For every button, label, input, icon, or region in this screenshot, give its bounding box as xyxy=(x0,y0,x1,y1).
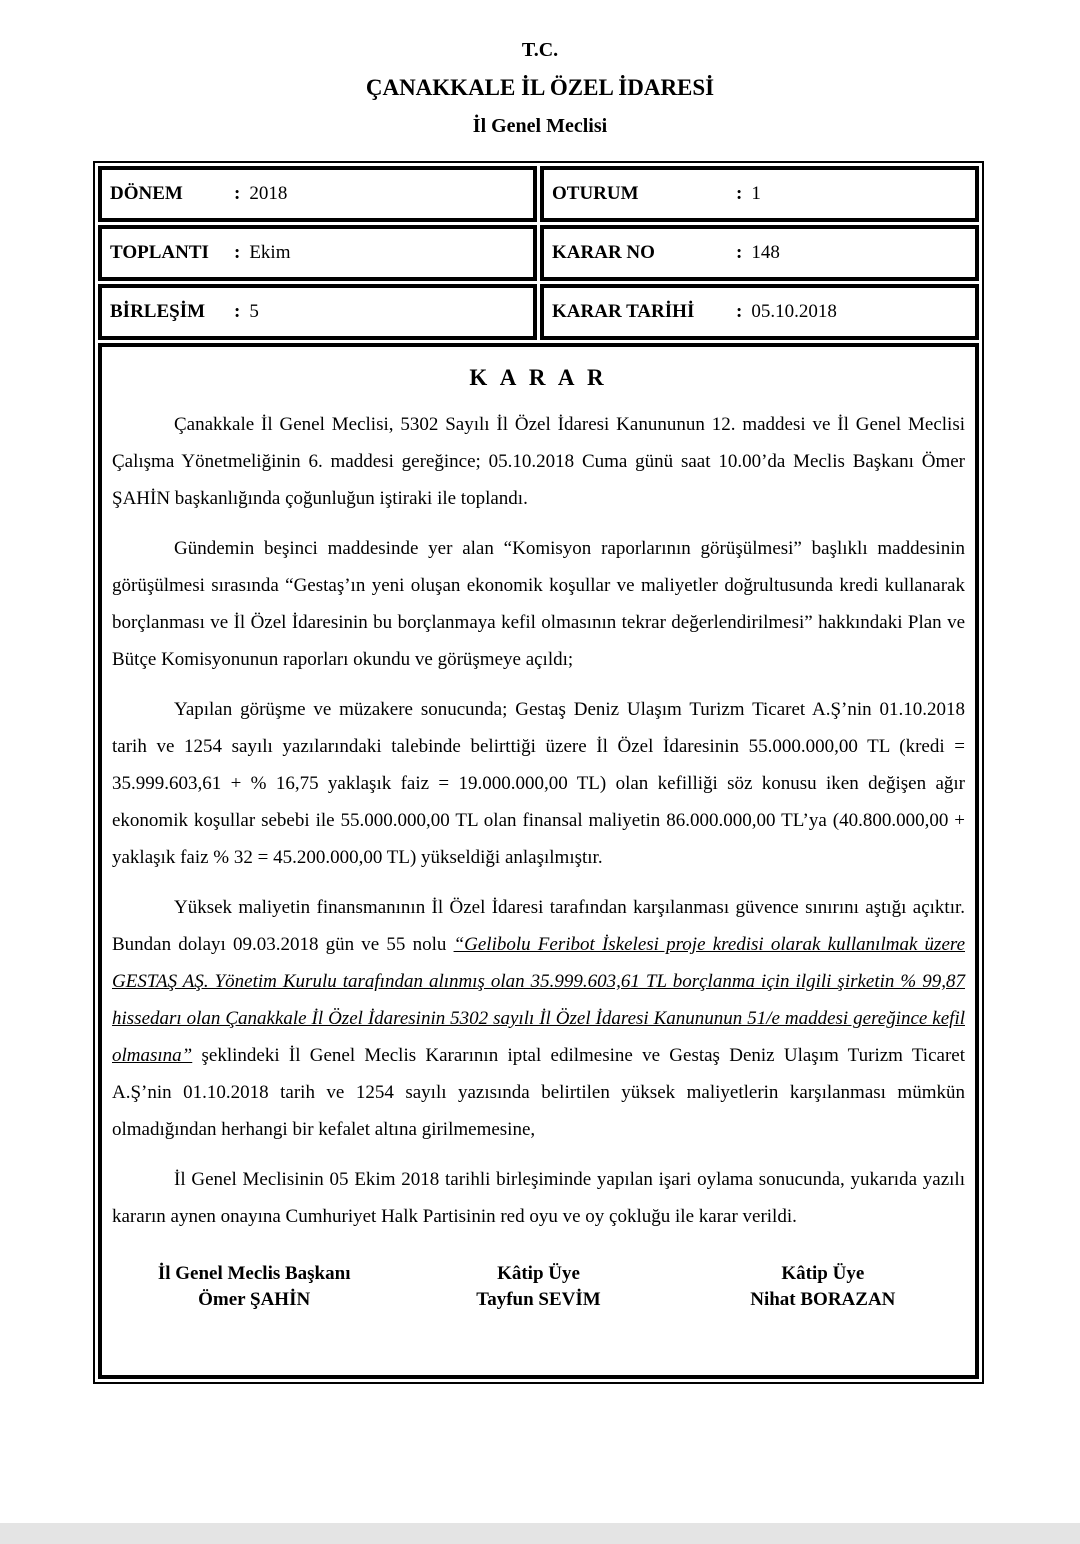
meta-row-1 xyxy=(98,166,979,222)
paragraph-financials: Yapılan görüşme ve müzakere sonucunda; Gestaş Deniz Ulaşım Turizm Ticaret A.Ş’nin 01.10.2018 tarih ve 1254 sayılı yazılarındaki talebinde belirttiği üzere İl Özel İdaresinin 55.000.000,00 TL (kredi = 35.999.603,61 + % 16,75 yaklaşık faiz = 19.000.000,00 TL) olan kefilliği söz konusu iken değişen ağır ekonomik koşullar sebebi ile 55.000.000,00 TL olan finansal maliyetin 86.000.000,00 TL’ya (40.800.000,00 + yaklaşık faiz % 32 = 45.200.000,00 TL) yükseldiği anlaşılmıştır. xyxy=(112,699,965,868)
colon-separator: : xyxy=(736,301,743,322)
meta-cell-toplanti xyxy=(98,225,537,281)
colon-separator: : xyxy=(234,183,241,204)
document-frame xyxy=(93,161,984,1384)
decision-title: K A R A R xyxy=(469,365,608,390)
meta-table xyxy=(95,163,982,1382)
meta-row-3 xyxy=(98,284,979,340)
meta-value-karar-tarihi: 05.10.2018 xyxy=(751,301,837,322)
paragraph-decision-lead: Yüksek maliyetin finansmanının İl Özel İdaresi tarafından karşılanması güvence sınırını aştığı açıktır. Bundan dolayı 09.03.2018 gün ve 55 nolu xyxy=(112,897,965,955)
signature-chairman-name: Ömer ŞAHİN xyxy=(198,1289,311,1310)
signature-clerk-1-name: Tayfun SEVİM xyxy=(476,1289,601,1310)
signature-clerk-2 xyxy=(681,1261,965,1313)
meta-value-oturum: 1 xyxy=(751,183,761,204)
paragraph-decision-tail: şeklindeki İl Genel Meclis Kararının iptal edilmesine ve Gestaş Deniz Ulaşım Turizm Ticaret A.Ş’nin 01.10.2018 tarih ve 1254 sayılı yazısında belirtilen yüksek maliyetlerin karşılanması mümkün olmadığından herhangi bir kefalet altına girilmemesine, xyxy=(112,1045,965,1140)
meta-label-karar-tarihi: KARAR TARİHİ xyxy=(552,301,695,322)
paragraph-opening: Çanakkale İl Genel Meclisi, 5302 Sayılı İl Özel İdaresi Kanununun 12. maddesi ve İl Genel Meclisi Çalışma Yönetmeliğinin 6. maddesi gereğince; 05.10.2018 Cuma günü saat 10.00’da Meclis Başkanı Ömer ŞAHİN başkanlığında çoğunluğun iştiraki ile toplandı. xyxy=(112,414,965,509)
meta-label-toplanti: TOPLANTI xyxy=(110,242,209,263)
meta-value-birlesim: 5 xyxy=(249,301,259,322)
meta-value-toplanti: Ekim xyxy=(249,242,291,263)
meta-label-donem: DÖNEM xyxy=(110,183,183,204)
signature-clerk-2-name: Nihat BORAZAN xyxy=(750,1289,896,1310)
colon-separator: : xyxy=(234,242,241,263)
paragraph-decision-quote: “Gelibolu Feribot İskelesi proje kredisi olarak kullanılmak üzere GESTAŞ AŞ. Yönetim Kurulu tarafından alınmış olan 35.999.603,61 TL borçlanma için ilgili şirketin % 99,87 hissedarı olan Çanakkale İl Özel İdaresinin 5302 sayılı İl Özel İdaresi Kanununun 51/e maddesi gereğince kefil olmasına” xyxy=(112,934,965,1066)
colon-separator: : xyxy=(736,242,743,263)
document-header xyxy=(0,0,1080,138)
signature-clerk-1 xyxy=(396,1261,680,1313)
header-council-line: İl Genel Meclisi xyxy=(472,115,608,137)
signature-clerk-2-title: Kâtip Üye xyxy=(781,1263,865,1284)
meta-label-birlesim: BİRLEŞİM xyxy=(110,301,206,322)
meta-cell-birlesim xyxy=(98,284,537,340)
signature-chairman xyxy=(112,1261,396,1313)
signature-chairman-title: İl Genel Meclis Başkanı xyxy=(157,1263,351,1284)
colon-separator: : xyxy=(234,301,241,322)
signature-clerk-1-title: Kâtip Üye xyxy=(497,1263,580,1284)
meta-cell-karar-tarihi xyxy=(540,284,979,340)
signature-block xyxy=(112,1261,965,1313)
meta-cell-donem xyxy=(98,166,537,222)
meta-value-karar-no: 148 xyxy=(751,242,780,263)
decision-body xyxy=(98,343,979,1379)
colon-separator: : xyxy=(736,183,743,204)
footer-gray-bar xyxy=(0,1523,1080,1544)
meta-cell-karar-no xyxy=(540,225,979,281)
meta-label-oturum: OTURUM xyxy=(552,183,639,204)
meta-cell-oturum xyxy=(540,166,979,222)
body-row xyxy=(98,343,979,1379)
paragraph-agenda: Gündemin beşinci maddesinde yer alan “Komisyon raporlarının görüşülmesi” başlıklı maddesinin görüşülmesi sırasında “Gestaş’ın yeni oluşan ekonomik koşullar ve maliyetler doğrultusunda kredi kullanarak borçlanması ve İl Özel İdaresinin bu borçlanmaya kefil olmasının tekrar değerlendirilmesi” hakkındaki Plan ve Bütçe Komisyonunun raporları okundu ve görüşmeye açıldı; xyxy=(112,538,965,670)
paragraph-vote-result: İl Genel Meclisinin 05 Ekim 2018 tarihli birleşiminde yapılan işari oylama sonucunda, yukarıda yazılı kararın aynen onayına Cumhuriyet Halk Partisinin red oyu ve oy çokluğu ile karar verildi. xyxy=(112,1169,965,1227)
paragraph-decision xyxy=(112,889,965,1148)
meta-value-donem: 2018 xyxy=(249,183,288,204)
header-republic-line: T.C. xyxy=(521,39,559,61)
meta-row-2 xyxy=(98,225,979,281)
header-organization-line: ÇANAKKALE İL ÖZEL İDARESİ xyxy=(365,75,715,100)
meta-label-karar-no: KARAR NO xyxy=(552,242,655,263)
